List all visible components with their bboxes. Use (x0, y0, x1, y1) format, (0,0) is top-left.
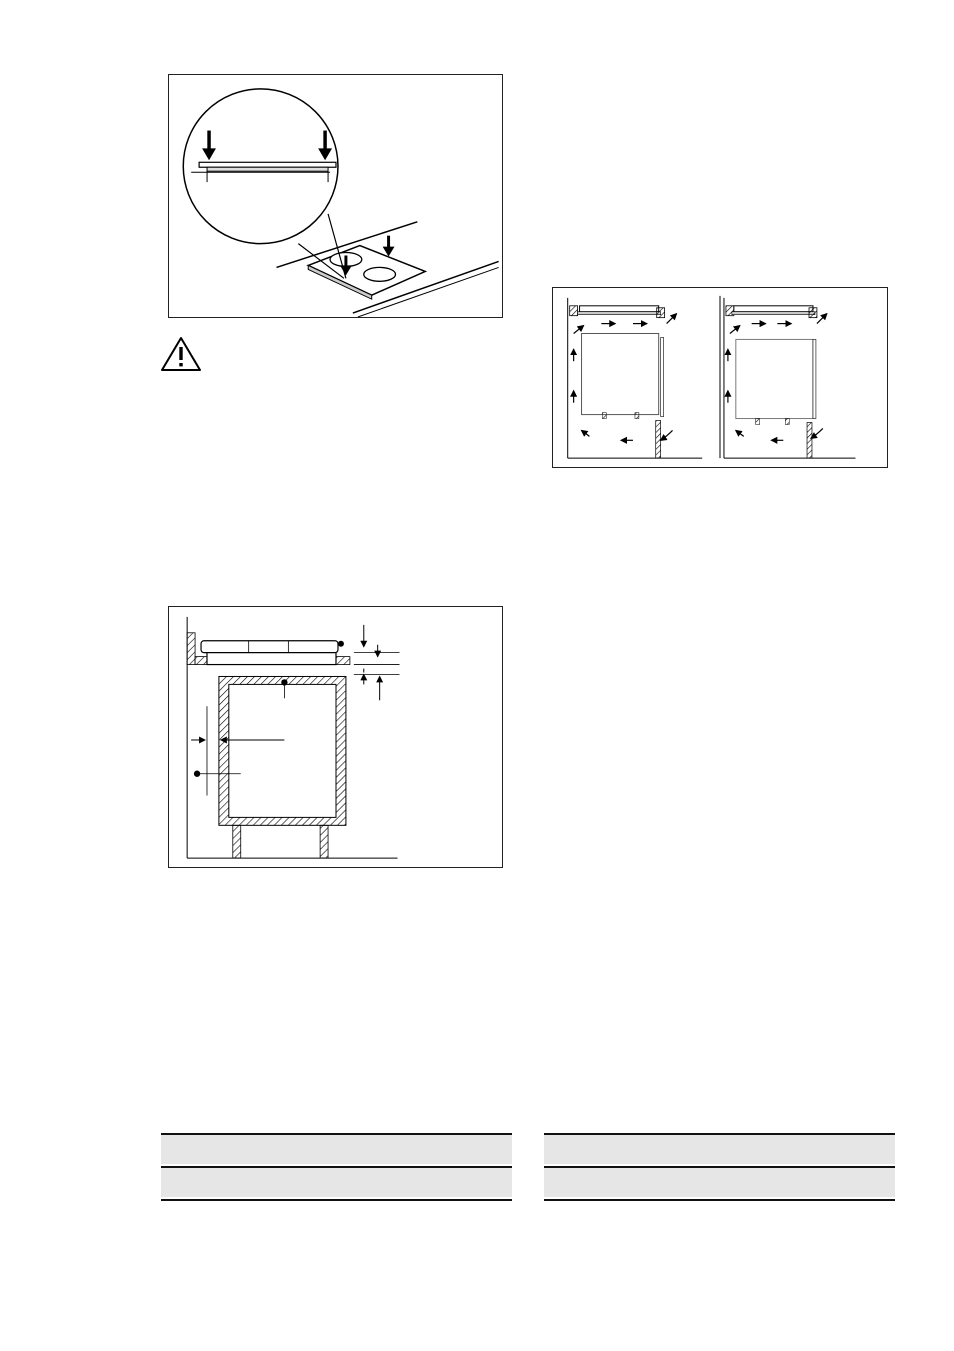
cabinet-section-drawing (169, 607, 502, 867)
ventilation-airflow-figure (552, 287, 888, 468)
airflow-drawing (553, 288, 887, 467)
table-right-bottom-rule (544, 1199, 895, 1201)
hob-installation-drawing (169, 75, 502, 317)
hob-seal-installation-figure (168, 74, 503, 318)
cabinet-clearance-figure (168, 606, 503, 868)
press-down-arrow-icon (383, 236, 395, 257)
table-right-header-row (544, 1133, 895, 1164)
table-left-header-row (161, 1133, 512, 1164)
airflow-panel-right (724, 298, 856, 458)
warning-triangle-icon (160, 336, 202, 372)
table-right-row (544, 1166, 895, 1197)
table-left-bottom-rule (161, 1199, 512, 1201)
table-left-row (161, 1166, 512, 1197)
airflow-panel-left (568, 298, 702, 458)
